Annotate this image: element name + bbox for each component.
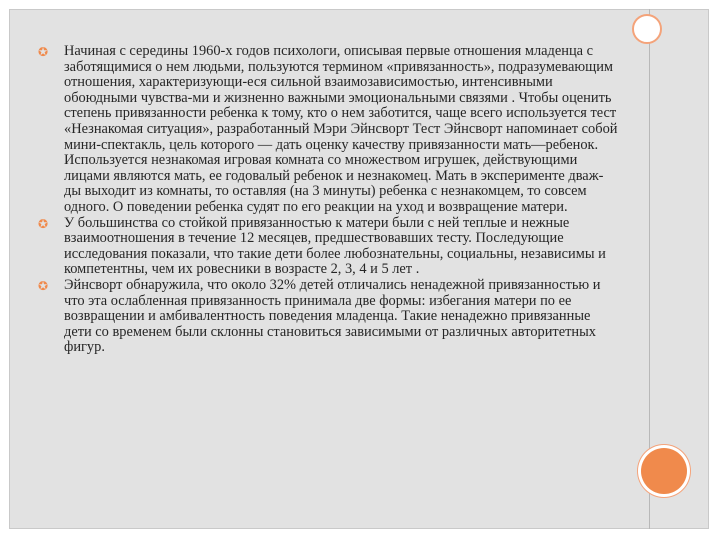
ring-bullet-icon: ✪ <box>38 278 49 293</box>
bullet-text: У большинства со стойкой привязанностью к матери были с ней теплые и нежные взаимоотношения в течение 12 месяцев, предшествовавших тесту. Последующие исследования показали, что такие дети более любознательны, социальны, независимы и компетентны, чем их ровесники в возрасте 2, 3, 4 и 5 лет . <box>64 214 606 278</box>
ring-bullet-icon: ✪ <box>38 45 49 59</box>
bullet-item <box>38 278 618 356</box>
circle-ornament-bottom <box>641 448 687 494</box>
circle-ornament-top <box>632 14 662 44</box>
bullet-text: Эйнсворт обнаружила, что около 32% детей отличались ненадежной привязанностью и что эта ослабленная привязанность принимала две формы: избегания матери по ее возвращении и амбивалентность поведения младенца. Такие ненадежно привязанные дети со временем были склонны становиться зависимыми от различных авторитетных фигур. <box>64 276 601 356</box>
bullet-text: Начиная с середины 1960-х годов психологи, описывая первые отношения младенца с заботящимися о нем людьми, пользуются термином «привязанность», подразумевающим отношения, характеризующи-еся сильной взаимозависимостью, интенсивными обоюдными чувства-ми и жизненно важными эмоциональными связями . Чтобы оценить степень привязанности ребенка к тому, кто о нем заботится, чаще всего используется тест «Незнакомая ситуация», разработанный Мэри Эйнсворт Тест Эйнсворт напоминает собой мини-спектакль, цель которого — дать оценку качеству привязанности мать—ребенок. Используется незнакомая игровая комната со множеством игрушек, действующими лицами являются мать, ее годовалый ребенок и незнакомец. Мать в эксперименте дваж-ды выходит из комнаты, то оставляя (на 3 минуты) ребенка с незнакомцем, то совсем одного. О поведении ребенка судят по его реакции на уход и возвращение матери. <box>64 43 618 215</box>
bullet-item <box>38 44 618 216</box>
ring-bullet-icon: ✪ <box>38 216 49 231</box>
divider-line <box>649 9 650 529</box>
bullet-item <box>38 216 618 278</box>
text-content <box>38 44 618 356</box>
